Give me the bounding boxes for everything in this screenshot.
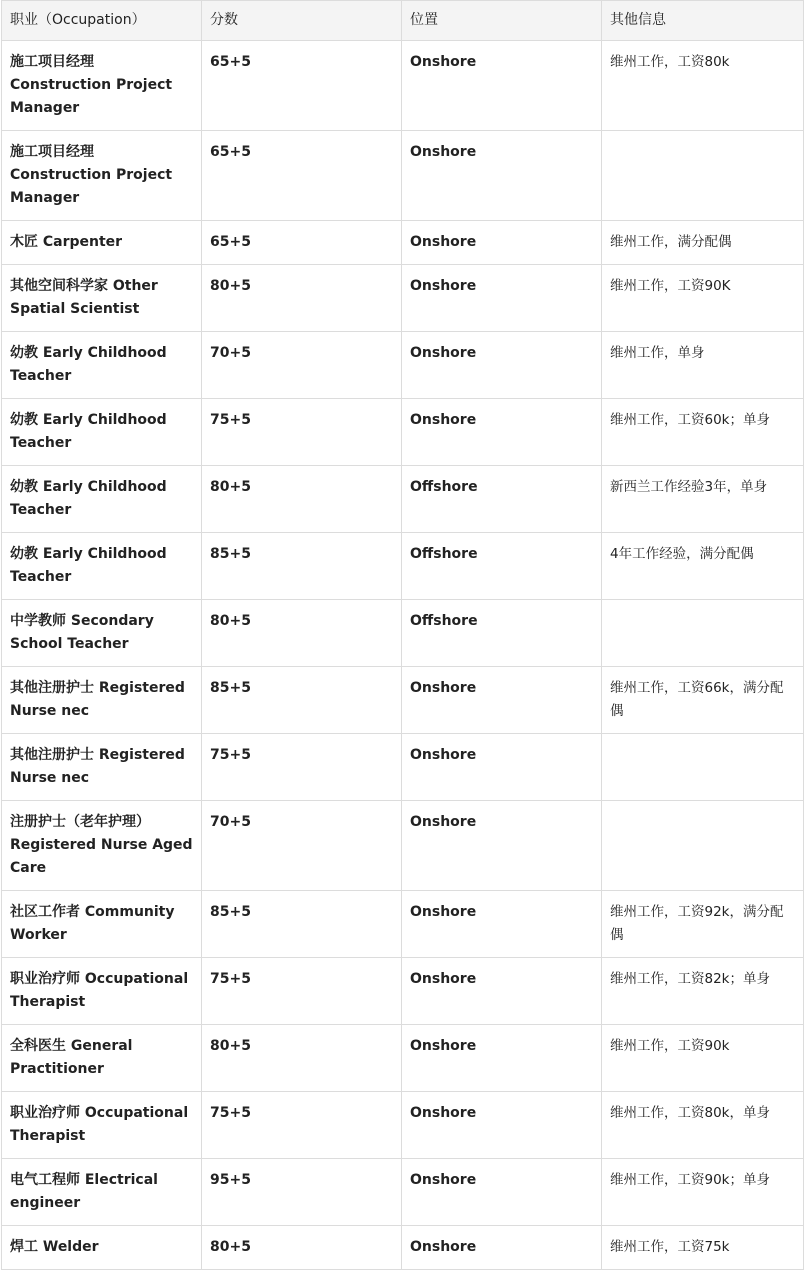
occupation-cell: 木匠 Carpenter (2, 221, 202, 265)
location-cell: Onshore (402, 1025, 602, 1092)
occupation-cell: 幼教 Early Childhood Teacher (2, 399, 202, 466)
header-score: 分数 (202, 1, 402, 41)
location-cell: Onshore (402, 131, 602, 221)
occupation-cell: 其他注册护士 Registered Nurse nec (2, 667, 202, 734)
info-cell: 维州工作，工资80k，单身 (602, 1092, 804, 1159)
table-row (2, 1025, 804, 1092)
occupation-cell: 中学教师 Secondary School Teacher (2, 600, 202, 667)
location-cell: Onshore (402, 734, 602, 801)
table-row (2, 1226, 804, 1270)
info-cell: 维州工作，工资90k；单身 (602, 1159, 804, 1226)
table-row (2, 734, 804, 801)
location-cell: Onshore (402, 891, 602, 958)
table-row (2, 891, 804, 958)
occupation-cell: 全科医生 General Practitioner (2, 1025, 202, 1092)
score-cell: 80+5 (202, 466, 402, 533)
score-cell: 80+5 (202, 1226, 402, 1270)
occupation-cell: 职业治疗师 Occupational Therapist (2, 1092, 202, 1159)
occupation-cell: 职业治疗师 Occupational Therapist (2, 958, 202, 1025)
location-cell: Onshore (402, 801, 602, 891)
table-header (2, 1, 804, 41)
location-cell: Onshore (402, 958, 602, 1025)
info-cell: 维州工作，满分配偶 (602, 221, 804, 265)
score-cell: 65+5 (202, 41, 402, 131)
location-cell: Offshore (402, 533, 602, 600)
info-cell (602, 131, 804, 221)
occupation-cell: 社区工作者 Community Worker (2, 891, 202, 958)
score-cell: 70+5 (202, 801, 402, 891)
score-cell: 85+5 (202, 891, 402, 958)
score-cell: 80+5 (202, 600, 402, 667)
score-cell: 80+5 (202, 265, 402, 332)
occupation-cell: 电气工程师 Electrical engineer (2, 1159, 202, 1226)
info-cell: 维州工作，工资75k (602, 1226, 804, 1270)
location-cell: Onshore (402, 265, 602, 332)
occupation-cell: 注册护士（老年护理）Registered Nurse Aged Care (2, 801, 202, 891)
info-cell: 4年工作经验，满分配偶 (602, 533, 804, 600)
table-row (2, 1092, 804, 1159)
occupation-table (1, 0, 804, 1270)
location-cell: Onshore (402, 1226, 602, 1270)
info-cell: 维州工作，工资82k；单身 (602, 958, 804, 1025)
table-row (2, 1159, 804, 1226)
location-cell: Onshore (402, 667, 602, 734)
score-cell: 95+5 (202, 1159, 402, 1226)
info-cell: 维州工作，工资92k，满分配偶 (602, 891, 804, 958)
location-cell: Onshore (402, 221, 602, 265)
location-cell: Onshore (402, 1159, 602, 1226)
table-body (2, 41, 804, 1270)
table-row (2, 801, 804, 891)
score-cell: 65+5 (202, 221, 402, 265)
occupation-cell: 施工项目经理 Construction Project Manager (2, 131, 202, 221)
location-cell: Offshore (402, 600, 602, 667)
info-cell: 维州工作，工资66k，满分配偶 (602, 667, 804, 734)
info-cell: 维州工作，工资90k (602, 1025, 804, 1092)
header-location: 位置 (402, 1, 602, 41)
header-occupation: 职业（Occupation） (2, 1, 202, 41)
occupation-cell: 幼教 Early Childhood Teacher (2, 332, 202, 399)
table-row (2, 958, 804, 1025)
occupation-cell: 施工项目经理 Construction Project Manager (2, 41, 202, 131)
info-cell: 维州工作，单身 (602, 332, 804, 399)
header-row (2, 1, 804, 41)
score-cell: 85+5 (202, 533, 402, 600)
location-cell: Onshore (402, 332, 602, 399)
info-cell (602, 600, 804, 667)
table-row (2, 265, 804, 332)
table-row (2, 221, 804, 265)
location-cell: Onshore (402, 1092, 602, 1159)
info-cell: 新西兰工作经验3年，单身 (602, 466, 804, 533)
occupation-cell: 幼教 Early Childhood Teacher (2, 466, 202, 533)
occupation-cell: 其他注册护士 Registered Nurse nec (2, 734, 202, 801)
info-cell: 维州工作，工资90K (602, 265, 804, 332)
score-cell: 70+5 (202, 332, 402, 399)
location-cell: Offshore (402, 466, 602, 533)
occupation-cell: 其他空间科学家 Other Spatial Scientist (2, 265, 202, 332)
occupation-cell: 焊工 Welder (2, 1226, 202, 1270)
score-cell: 75+5 (202, 958, 402, 1025)
info-cell (602, 801, 804, 891)
table-row (2, 399, 804, 466)
table-row (2, 533, 804, 600)
header-info: 其他信息 (602, 1, 804, 41)
table-row (2, 667, 804, 734)
score-cell: 75+5 (202, 1092, 402, 1159)
occupation-cell: 幼教 Early Childhood Teacher (2, 533, 202, 600)
score-cell: 65+5 (202, 131, 402, 221)
table-row (2, 600, 804, 667)
info-cell: 维州工作，工资60k；单身 (602, 399, 804, 466)
score-cell: 75+5 (202, 399, 402, 466)
score-cell: 80+5 (202, 1025, 402, 1092)
table-row (2, 466, 804, 533)
location-cell: Onshore (402, 399, 602, 466)
table-row (2, 332, 804, 399)
table-row (2, 41, 804, 131)
info-cell (602, 734, 804, 801)
info-cell: 维州工作，工资80k (602, 41, 804, 131)
score-cell: 85+5 (202, 667, 402, 734)
score-cell: 75+5 (202, 734, 402, 801)
location-cell: Onshore (402, 41, 602, 131)
table-row (2, 131, 804, 221)
